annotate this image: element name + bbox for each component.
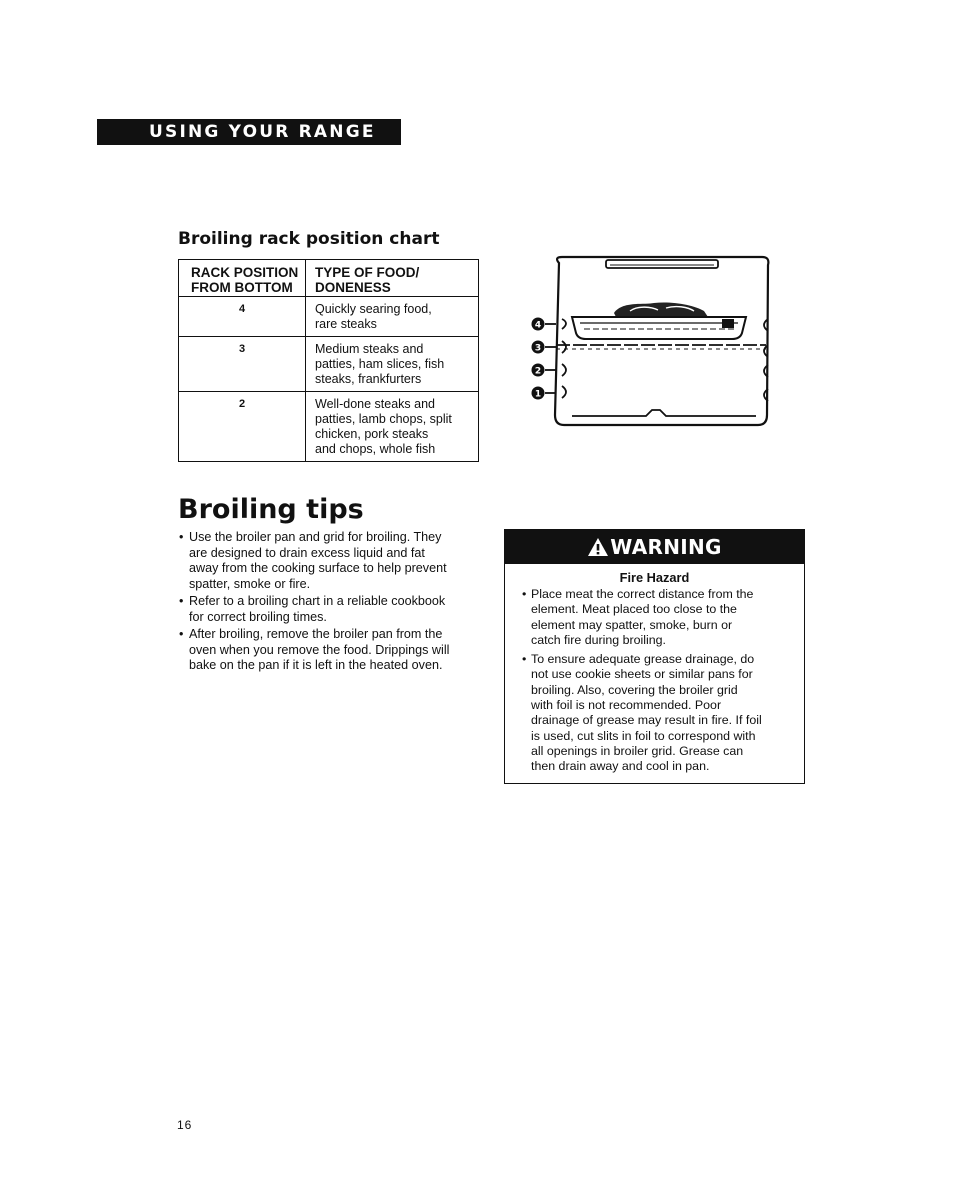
warning-list	[505, 587, 804, 775]
list-item: • Refer to a broiling chart in a reliable cookbook for correct broiling times.	[179, 594, 446, 624]
section-title: USING YOUR RANGE	[149, 122, 376, 142]
hazard-title: Fire Hazard	[619, 570, 690, 585]
warning-header	[505, 530, 804, 564]
list-item: • Use the broiler pan and grid for broiling. They are designed to drain excess liquid and fat away from the cooking surface to help prevent spatter, smoke or fire.	[179, 530, 447, 591]
list-item: • Place meat the correct distance from the element. Meat placed too close to the element may spatter, smoke, burn or catch fire during broiling.	[522, 587, 754, 647]
page-number: 16	[177, 1118, 193, 1132]
broil-element	[606, 260, 718, 268]
food-cell: Well-done steaks and patties, lamb chops, split chicken, pork steaks and chops, whole fish	[306, 392, 479, 462]
fire-hazard-warning-box	[504, 529, 805, 784]
table-row	[179, 392, 479, 462]
rack-number-2: 2	[534, 366, 542, 377]
chart-heading: Broiling rack position chart	[178, 229, 440, 249]
broiling-tips-list	[178, 530, 474, 676]
rack-position-cell: 3	[179, 337, 306, 392]
food-on-pan	[614, 302, 708, 317]
bullet-icon: •	[522, 652, 527, 667]
warning-label: WARNING	[610, 535, 722, 559]
bake-element	[572, 410, 756, 416]
rack-position-cell: 4	[179, 297, 306, 337]
broiler-pan	[722, 319, 734, 328]
table-row	[179, 337, 479, 392]
broiling-tips-title: Broiling tips	[178, 494, 364, 525]
bullet-icon: •	[179, 627, 184, 641]
warning-triangle-icon	[587, 537, 609, 557]
food-cell: Medium steaks and patties, ham slices, fish steaks, frankfurters	[306, 337, 479, 392]
column-header-food-type: TYPE OF FOOD/ DONENESS	[306, 260, 479, 297]
bullet-icon: •	[179, 530, 184, 544]
table-header-row	[179, 260, 479, 297]
list-item: • After broiling, remove the broiler pan from the oven when you remove the food. Drippings will bake on the pan if it is left in the heated oven.	[179, 627, 450, 672]
oven-cavity-outline	[555, 257, 768, 425]
column-header-rack-position: RACK POSITION FROM BOTTOM	[179, 260, 306, 297]
list-item: • To ensure adequate grease drainage, do not use cookie sheets or similar pans for broiling. Also, covering the broiler grid with foil is not recommended. Poor drainage of grease may result in fire. If foil is used, cut slits in foil to correspond with all openings in broiler grid. Grease can then drain away and cool in pan.	[522, 652, 762, 774]
oven-rack-diagram	[526, 253, 776, 431]
rack-number-1: 1	[534, 389, 542, 400]
rack-number-4: 4	[534, 320, 542, 331]
rack-number-3: 3	[534, 343, 542, 354]
table-row	[179, 297, 479, 337]
section-banner	[97, 119, 401, 145]
rack-position-table	[178, 259, 479, 462]
bullet-icon: •	[179, 594, 184, 608]
bullet-icon: •	[522, 587, 527, 601]
rack-position-cell: 2	[179, 392, 306, 462]
food-cell: Quickly searing food, rare steaks	[306, 297, 479, 337]
